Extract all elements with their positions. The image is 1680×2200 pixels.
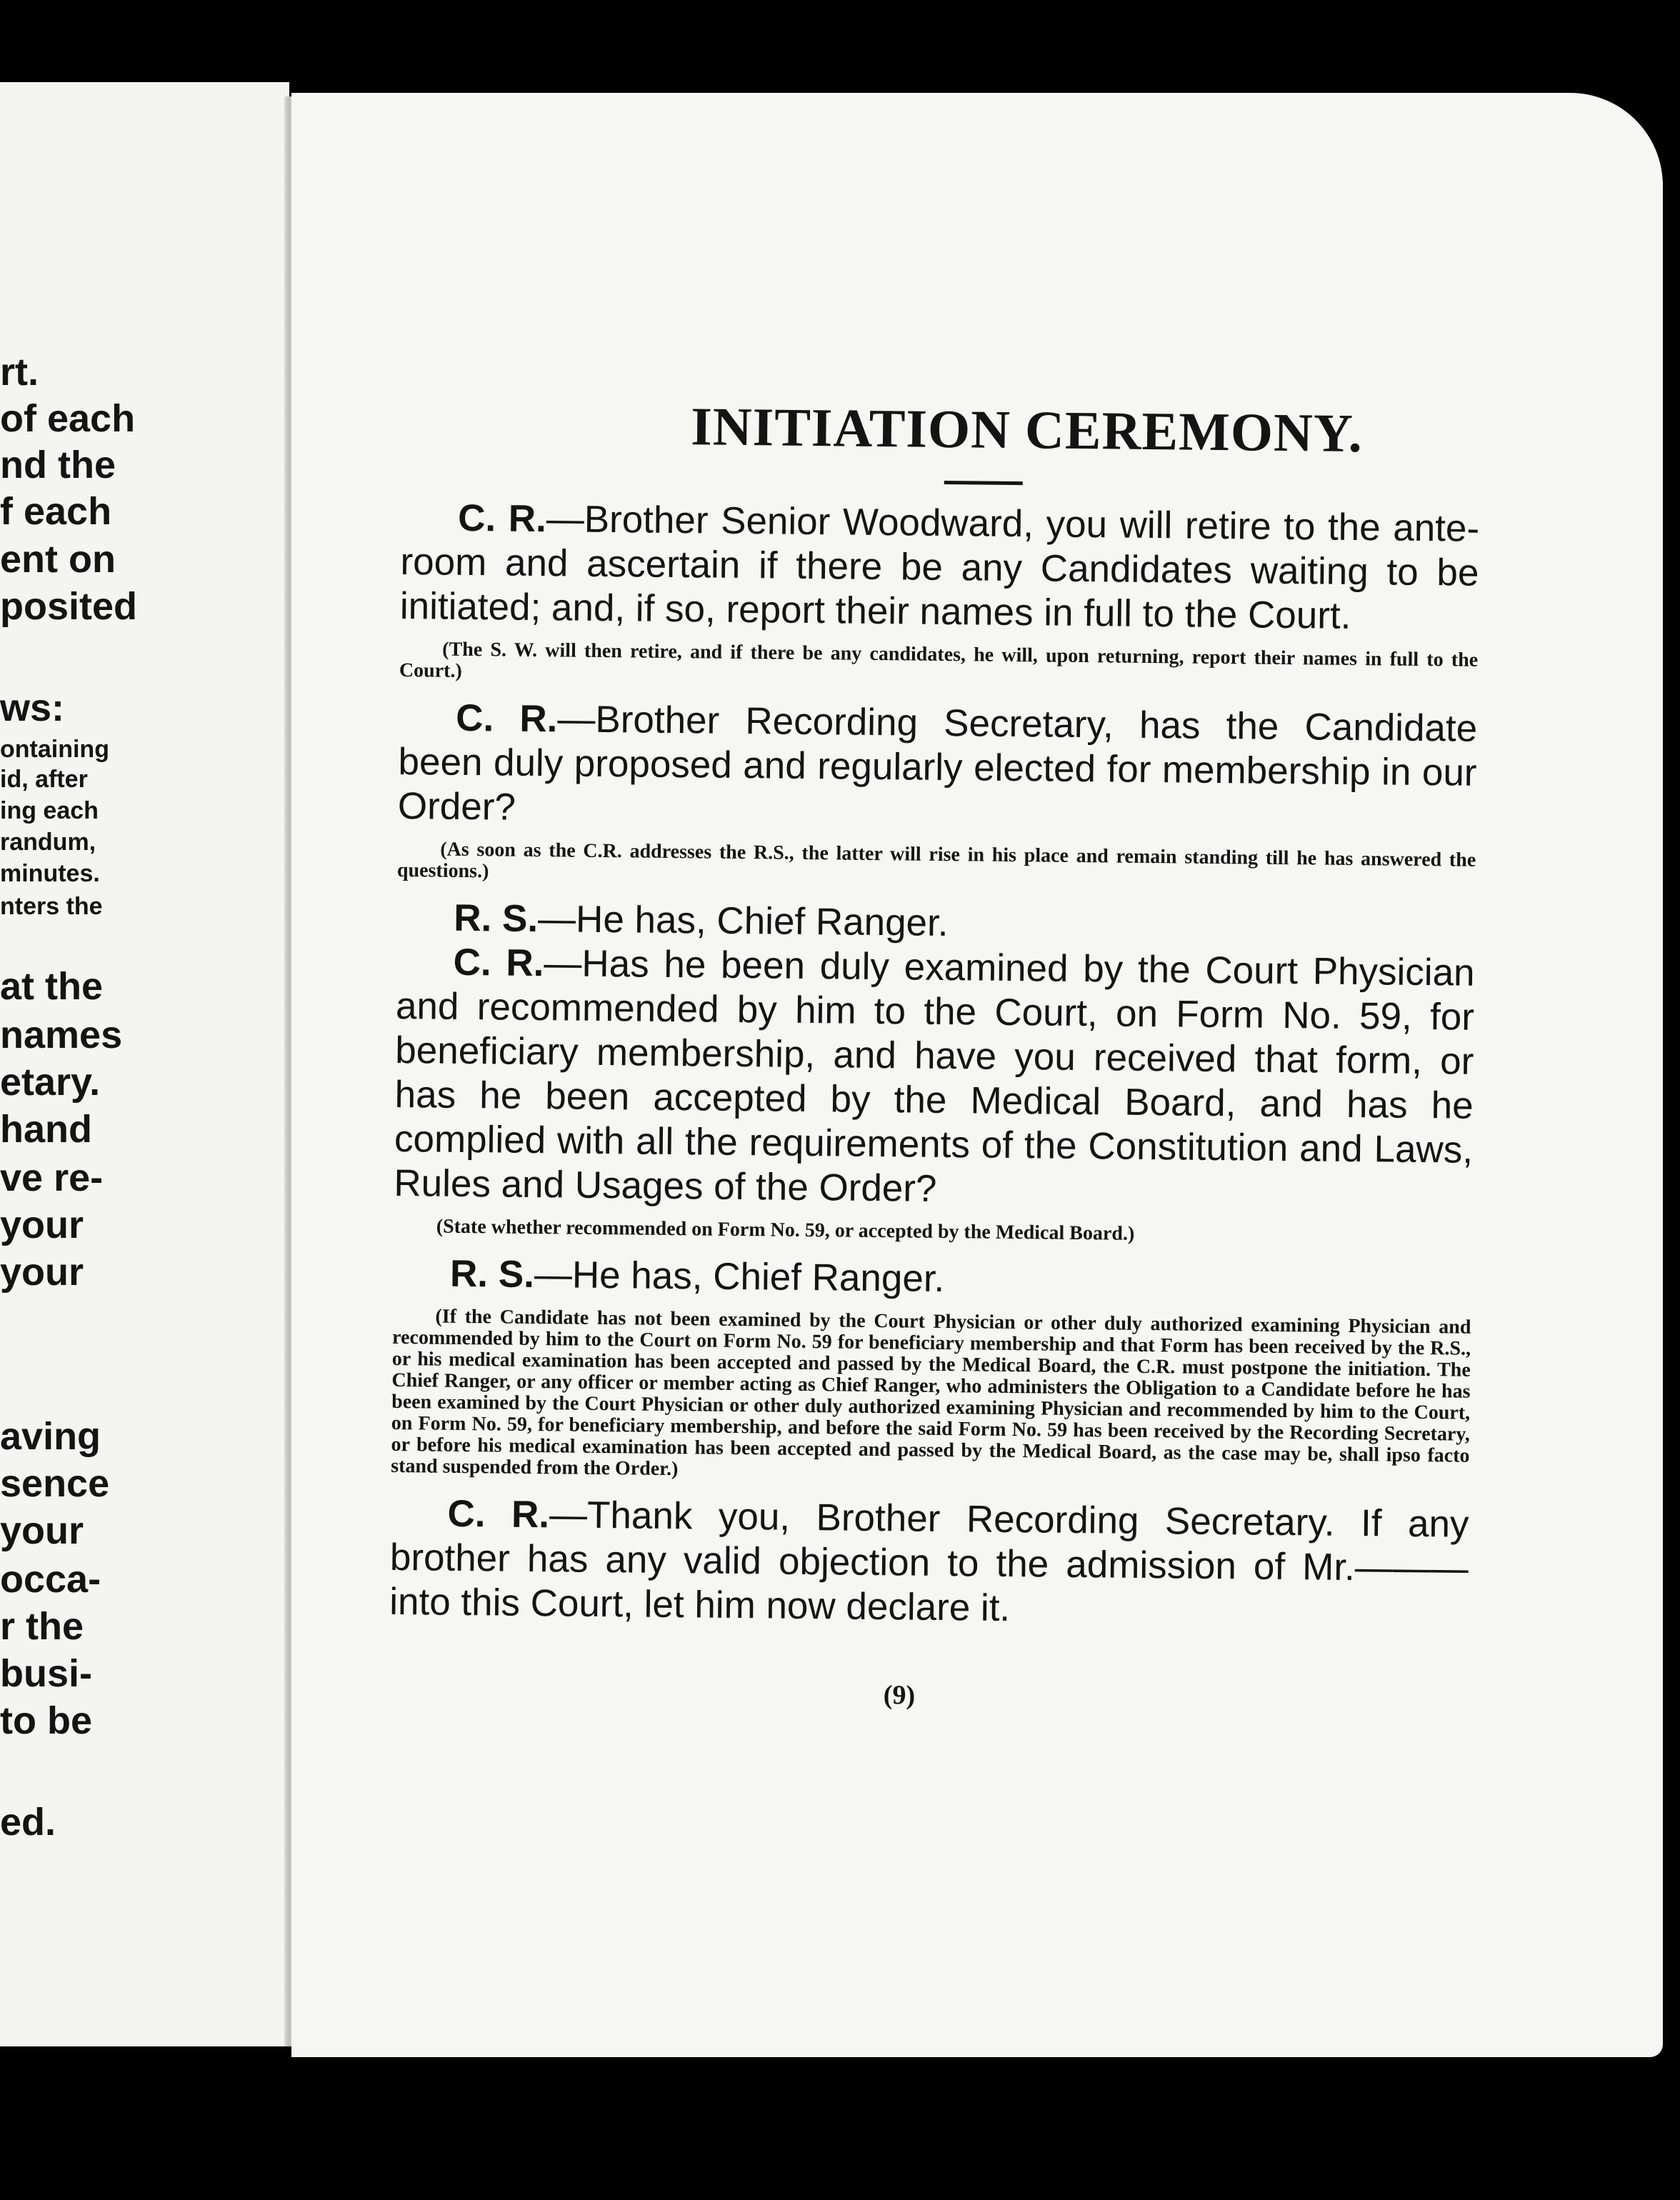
dialogue-text: —Thank you, Brother Recording Secretary. If any brother has any valid objection to the admission of Mr.——— into this Court, let him now declare it. <box>389 1494 1469 1630</box>
left-page-line: id, after <box>0 766 88 793</box>
left-page-line: of each <box>0 397 136 440</box>
left-page-line: sence <box>0 1462 110 1505</box>
dialogue-paragraph <box>393 1251 1472 1307</box>
left-page-line: names <box>0 1014 123 1056</box>
dialogue-paragraph <box>394 940 1475 1217</box>
left-page-line: your <box>0 1204 84 1246</box>
dialogue-paragraph <box>400 496 1480 640</box>
stage-direction: (The S. W. will then retire, and if there be any candidates, he will, upon returning, report their names in full to the Court.) <box>399 638 1479 682</box>
left-page-line: minutes. <box>0 860 100 887</box>
stage-direction: (If the Candidate has not been examined by the Court Physician or other duly authorized examining Physician and recommended by him to the Court on Form No. 59 for beneficiary membership and that Form has been received by the R.S., or his medical examination has been accepted and passed by the Medical Board, the C.R. must postpone the initiation. The Chief Ranger, or any officer or member acting as Chief Ranger, who administers the Obligation to a Candidate before he has been examined by the Court Physician or other duly authorized examining Physician and recommended by him to the Court, on Form No. 59, for beneficiary membership, and before the said Form No. 59 has been received by the Recording Secretary, or before his medical examination has been accepted and passed by the Medical Board, as the case may be, shall ipso facto stand suspended from the Order.) <box>391 1305 1471 1481</box>
dialogue-text: —Brother Senior Woodward, you will retire to the ante-room and ascertain if there be any Candidates waiting to be initiated; and, if so, report their names in full to the Court. <box>399 498 1480 637</box>
left-page-line: ws: <box>0 686 65 729</box>
stage-direction: (As soon as the C.R. addresses the R.S., the latter will rise in his place and remain standing till he has answered the questions.) <box>396 838 1476 883</box>
left-page-line: aving <box>0 1415 101 1458</box>
left-page-line: hand <box>0 1108 92 1151</box>
left-page-line: randum, <box>0 829 96 856</box>
left-page-line: nters the <box>0 893 103 920</box>
left-page-line: ontaining <box>0 736 109 763</box>
page-title: INITIATION CEREMONY. <box>690 396 1364 464</box>
left-page-line: f each <box>0 490 112 533</box>
left-page-line: at the <box>0 965 104 1008</box>
dialogue-text: —He has, Chief Ranger. <box>534 1254 945 1301</box>
left-page-line: rt. <box>0 351 39 394</box>
page-number: (9) <box>883 1680 916 1711</box>
speaker-label: R. S. <box>449 1252 535 1296</box>
left-page-line: to be <box>0 1699 92 1742</box>
speaker-label: C. R. <box>447 1492 550 1536</box>
left-page-line: etary. <box>0 1061 101 1104</box>
left-page-line: ing each <box>0 797 99 824</box>
dialogue-paragraph <box>398 696 1478 840</box>
stage-direction: (State whether recommended on Form No. 59, or accepted by the Medical Board.) <box>436 1215 1135 1245</box>
speaker-label: C. R. <box>455 696 558 741</box>
speaker-label: R. S. <box>453 896 539 941</box>
left-page-line: ve re- <box>0 1156 104 1199</box>
dialogue-text: —He has, Chief Ranger. <box>537 898 949 945</box>
left-page-line: ent on <box>0 538 116 581</box>
dialogue-paragraph <box>389 1491 1469 1636</box>
left-page-line: nd the <box>0 444 116 486</box>
body-text <box>389 496 1479 1636</box>
speaker-label: C. R. <box>457 496 547 541</box>
left-page-line: ed. <box>0 1801 56 1844</box>
title-rule <box>944 481 1023 485</box>
left-page-line: your <box>0 1251 84 1294</box>
dialogue-text: —Brother Recording Secretary, has the Candidate been duly proposed and regularly elected for membership in our Order? <box>397 698 1478 829</box>
left-page-line: occa- <box>0 1558 101 1601</box>
left-page-line: r the <box>0 1605 84 1648</box>
dialogue-text: —Has he been duly examined by the Court Physician and recommended by him to the Court, on Form No. 59, for beneficiary membership, and have you received that form, or has he been accepted by the Medical Board, and has he complied with all the requirements of the Constitution and Laws, Rules and Usages of the Order? <box>394 942 1475 1210</box>
page-content <box>389 393 1481 1717</box>
left-page-line: busi- <box>0 1652 92 1695</box>
speaker-label: C. R. <box>453 941 544 985</box>
left-page-line: your <box>0 1509 84 1552</box>
left-page-line: posited <box>0 585 138 628</box>
left-page <box>0 82 289 2046</box>
right-page <box>291 93 1663 2057</box>
